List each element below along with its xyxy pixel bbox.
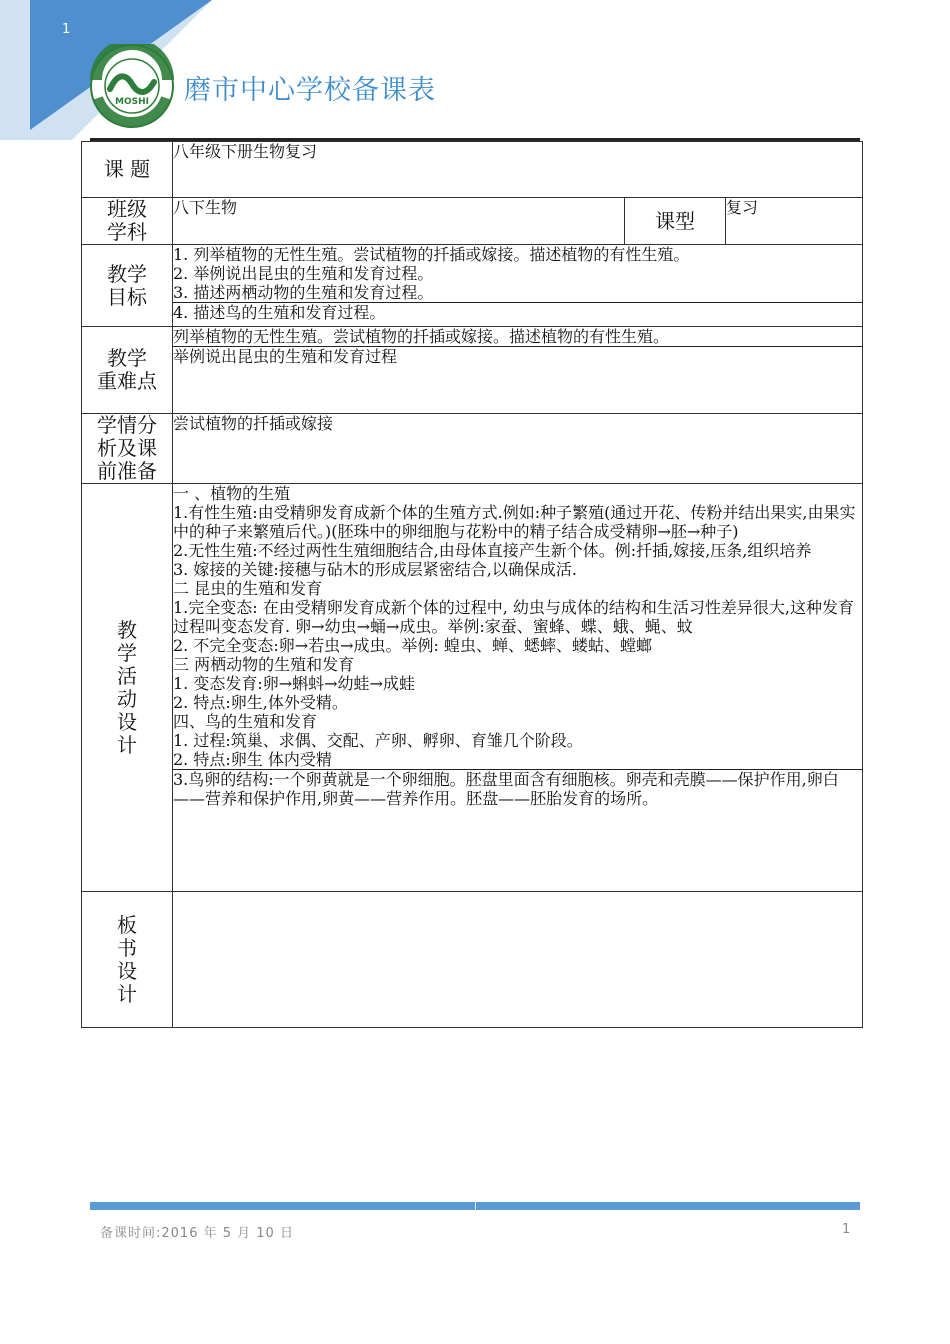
- board-label-char: 计: [117, 981, 137, 1006]
- activity-line: 一 、植物的生殖: [173, 484, 291, 503]
- activity-line: 三 两栖动物的生殖和发育: [173, 655, 355, 674]
- board-label-char: 书: [117, 935, 137, 960]
- row-topic: [82, 142, 863, 198]
- row-goals: [82, 245, 863, 327]
- prep-label-line-3: 前准备: [97, 459, 157, 483]
- goals-label-line-1: 教学: [107, 261, 147, 286]
- activity-label-char: 教: [117, 617, 137, 642]
- activity-line: 2. 特点:卵生 体内受精: [173, 750, 862, 770]
- board-label: [82, 892, 173, 1028]
- board-label-char: 设: [117, 958, 137, 983]
- footer-date: 备课时间:2016 年 5 月 10 日: [100, 1226, 294, 1241]
- activity-line: 3. 嫁接的关键:接穗与砧木的形成层紧密结合,以确保成活.: [173, 560, 577, 579]
- activity-line: 1. 过程:筑巢、求偶、交配、产卵、孵卵、育雏几个阶段。: [173, 731, 583, 750]
- activity-label-char: 学: [117, 640, 137, 665]
- activity-line: 3.鸟卵的结构:一个卵黄就是一个卵细胞。胚盘里面含有细胞核。卵壳和壳膜——保护作用,卵白——营养和保护作用,卵黄——营养作用。胚盘——胚胎发育的场所。: [173, 770, 839, 808]
- activity-line: 2. 不完全变态:卵→若虫→成虫。举例: 蝗虫、蝉、蟋蟀、蝼蛄、螳螂: [173, 636, 653, 655]
- board-content: [173, 892, 863, 1028]
- page-number-top: 1: [62, 22, 71, 37]
- row-activity: [82, 484, 863, 892]
- activity-line: 2.无性生殖:不经过两性生殖细胞结合,由母体直接产生新个体。例:扦插,嫁接,压条,组织培养: [173, 541, 812, 560]
- goals-content: [173, 245, 863, 327]
- goal-item: 3. 描述两栖动物的生殖和发育过程。: [173, 283, 862, 303]
- board-label-char: 板: [117, 912, 137, 937]
- type-value: 复习: [726, 198, 863, 245]
- svg-text:MOSHI: MOSHI: [115, 97, 149, 107]
- topic-value: 八年级下册生物复习: [173, 142, 863, 198]
- activity-line: 1. 变态发育:卵→蝌蚪→幼蛙→成蛙: [173, 674, 415, 693]
- goal-item: 4. 描述鸟的生殖和发育过程。: [173, 303, 386, 322]
- key-label-line-2: 重难点: [97, 369, 157, 393]
- goal-item: 1. 列举植物的无性生殖。尝试植物的扦插或嫁接。描述植物的有性生殖。: [173, 245, 690, 264]
- activity-label-char: 动: [117, 686, 137, 711]
- activity-label-char: 设: [117, 709, 137, 734]
- class-label-line-1: 班级: [107, 197, 147, 221]
- type-label: 课型: [625, 198, 726, 245]
- row-board: [82, 892, 863, 1028]
- goal-item: 2. 举例说出昆虫的生殖和发育过程。: [173, 264, 434, 283]
- key-point-item: 列举植物的无性生殖。尝试植物的扦插或嫁接。描述植物的有性生殖。: [173, 327, 862, 347]
- lesson-plan-table: [81, 141, 863, 1028]
- footer-page-number: 1: [842, 1222, 851, 1237]
- key-points-label: [82, 327, 173, 414]
- activity-label-char: 计: [117, 732, 137, 757]
- school-logo: [90, 44, 174, 128]
- prep-label-line-2: 析及课: [97, 436, 157, 460]
- key-points-content: [173, 327, 863, 414]
- goals-label-line-2: 目标: [107, 284, 147, 309]
- key-label-line-1: 教学: [107, 346, 147, 370]
- class-label: [82, 198, 173, 245]
- prep-label: [82, 414, 173, 484]
- prep-label-line-1: 学情分: [97, 413, 157, 437]
- activity-line: 2. 特点:卵生,体外受精。: [173, 693, 348, 712]
- topic-label: 课 题: [82, 142, 173, 198]
- school-title: 磨市中心学校备课表: [184, 75, 436, 106]
- prep-value: 尝试植物的扦插或嫁接: [173, 414, 863, 484]
- activity-label: [82, 484, 173, 892]
- activity-label-char: 活: [117, 663, 137, 688]
- activity-line: 二 昆虫的生殖和发育: [173, 579, 323, 598]
- class-value: 八下生物: [173, 198, 625, 245]
- footer-bar: [90, 1202, 860, 1210]
- activity-content: [173, 484, 863, 892]
- activity-line: 四、鸟的生殖和发育: [173, 712, 318, 731]
- row-class: [82, 198, 863, 245]
- goals-label: [82, 245, 173, 327]
- activity-line: 1.完全变态: 在由受精卵发育成新个体的过程中, 幼虫与成体的结构和生活习性差异很大,这种发育过程叫变态发育. 卵→幼虫→蛹→成虫。举例:家蚕、蜜蜂、蝶、蛾、蝇、蚊: [173, 598, 855, 636]
- row-prep: [82, 414, 863, 484]
- class-label-line-2: 学科: [107, 220, 147, 244]
- activity-line: 1.有性生殖:由受精卵发育成新个体的生殖方式.例如:种子繁殖(通过开花、传粉并结出果实,由果实中的种子来繁殖后代。)(胚珠中的卵细胞与花粉中的精子结合成受精卵→胚→种子): [173, 503, 856, 541]
- key-point-item: 举例说出昆虫的生殖和发育过程: [173, 347, 398, 366]
- row-key-points: [82, 327, 863, 414]
